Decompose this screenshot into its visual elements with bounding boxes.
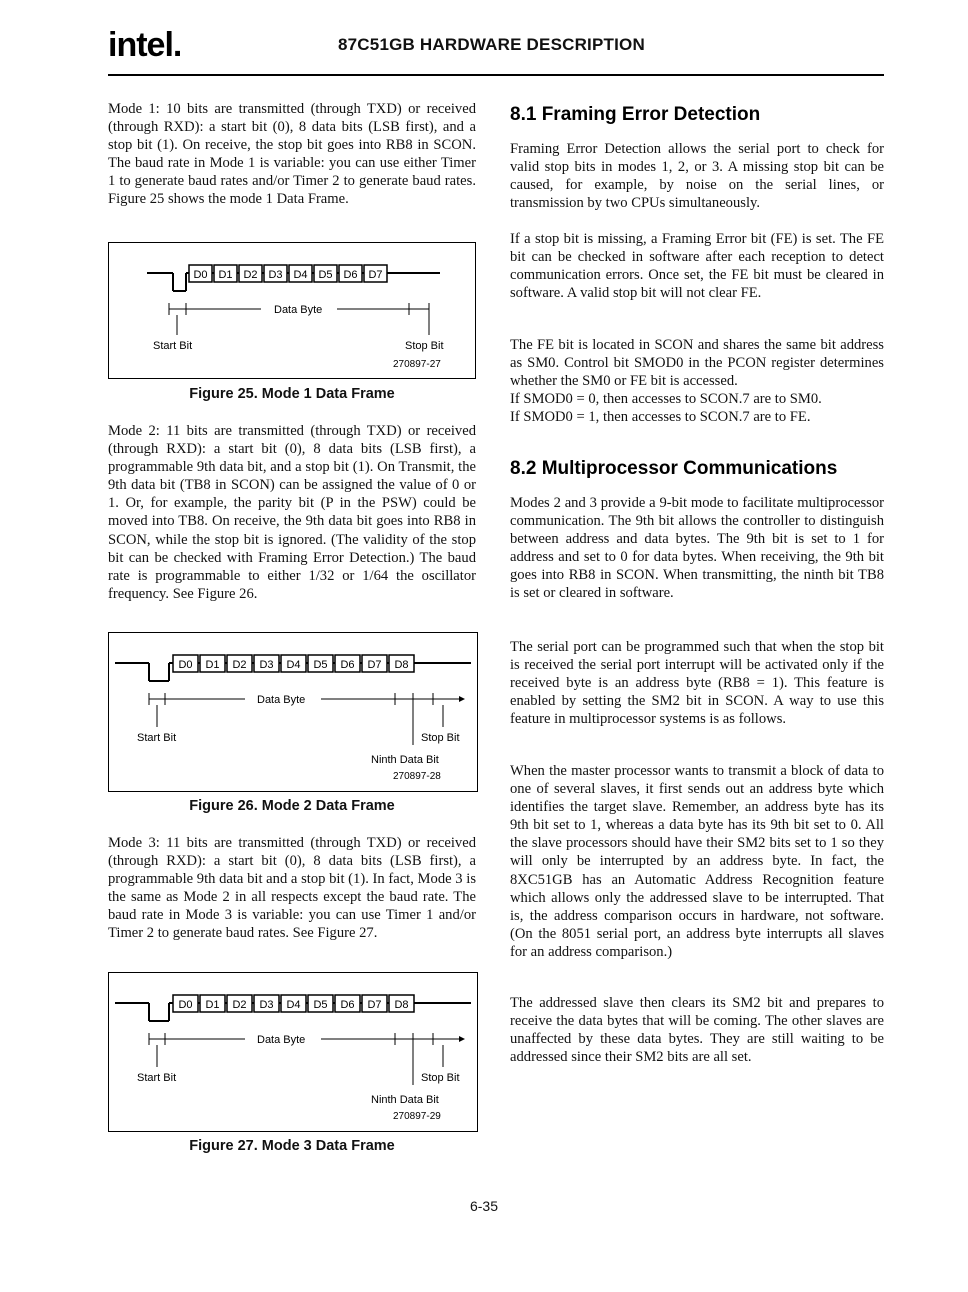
fig25-bit-label: D4 — [293, 269, 308, 281]
fig25-data-label: Data Byte — [274, 304, 323, 316]
fig25-stop-label: Stop Bit — [405, 340, 444, 352]
section-8-1-paragraph-3: The FE bit is located in SCON and shares the same bit address as SM0. Control bit SMOD0 in the PCON register determines whether the SM0 or FE bit is accessed. — [510, 337, 884, 390]
section-8-1-heading: 8.1 Framing Error Detection — [510, 104, 761, 125]
fig25-bit-label: D3 — [268, 269, 283, 281]
fig27-data-label: Data Byte — [257, 1034, 306, 1046]
fig26-stop-label: Stop Bit — [421, 732, 460, 744]
fig26-bit-label: D3 — [259, 659, 274, 671]
fig25-bit-label: D1 — [218, 269, 233, 281]
fig26-bit-label: D5 — [313, 659, 328, 671]
fig25-code: 270897-27 — [393, 359, 441, 370]
fig27-bit-label: D1 — [205, 999, 220, 1011]
fig27-bit-label: D6 — [340, 999, 355, 1011]
figure-27-box — [108, 972, 478, 1132]
fig26-bit-label: D8 — [394, 659, 409, 671]
fig25-bit-label: D5 — [318, 269, 333, 281]
fig25-bit-label: D2 — [243, 269, 258, 281]
fig25-frame — [147, 265, 444, 370]
fig27-bit-label: D7 — [367, 999, 382, 1011]
figure-27-diagram — [109, 973, 477, 1131]
fig26-bit-label: D1 — [205, 659, 220, 671]
fig27-stop-label: Stop Bit — [421, 1072, 460, 1084]
fig27-bit-label: D2 — [232, 999, 247, 1011]
fig27-start-label: Start Bit — [137, 1072, 177, 1084]
fig26-start-label: Start Bit — [137, 732, 177, 744]
fig26-bit-label: D7 — [367, 659, 382, 671]
figure-25-caption: Figure 25. Mode 1 Data Frame — [189, 386, 395, 402]
fig27-bit-label: D5 — [313, 999, 328, 1011]
fig26-ninth-label: Ninth Data Bit — [371, 754, 439, 766]
fig25-bit-label: D7 — [368, 269, 383, 281]
smod0-zero-line: If SMOD0 = 0, then accesses to SCON.7 are to SM0. — [510, 391, 822, 408]
mode1-paragraph: Mode 1: 10 bits are transmitted (through TXD) or received (through RXD): a start bit (0), 8 data bits (LSB first), and a stop bit (1). On receive, the stop bit goes into RB8 in SCON. The baud rate in Mode 1 is variable: you can use either Timer 1 to generate baud rates and/or Timer 2 to generate baud rates. Figure 25 shows the mode 1 Data Frame. — [108, 101, 476, 208]
section-8-2-heading: 8.2 Multiprocessor Communications — [510, 458, 838, 479]
fig27-bit-label: D0 — [178, 999, 193, 1011]
fig26-bit-label: D0 — [178, 659, 193, 671]
figure-27-caption: Figure 27. Mode 3 Data Frame — [189, 1138, 395, 1154]
figure-25-diagram — [109, 243, 475, 378]
section-8-1-paragraph-2: If a stop bit is missing, a Framing Error bit (FE) is set. The FE bit can be checked in software after each reception to detect communication errors. Once set, the FE bit must be cleared in software. A valid stop bit will not clear FE. — [510, 231, 884, 302]
fig26-bit-label: D2 — [232, 659, 247, 671]
fig25-bit-label: D6 — [343, 269, 358, 281]
figure-26-box — [108, 632, 478, 792]
fig27-bit-label: D3 — [259, 999, 274, 1011]
fig26-data-label: Data Byte — [257, 694, 306, 706]
intel-logo: intel. — [108, 26, 182, 64]
section-8-2-paragraph-1: Modes 2 and 3 provide a 9-bit mode to facilitate multiprocessor communication. The 9th bit allows the controller to distinguish between address and data bytes. The 9th bit is set to 1 for address and set to 0 for data bytes. When receiving, the 9th bit goes into RB8 in SCON. When transmitting, the ninth bit TB8 is set or cleared in software. — [510, 495, 884, 602]
mode2-paragraph: Mode 2: 11 bits are transmitted (through TXD) or received (through RXD): a start bit (0), 8 data bits (LSB first), a programmable 9th data bit, and a stop bit (1). On Transmit, the 9th data bit (TB8 in SCON) can be assigned the value of 0 or 1. Or, for example, the parity bit (P in the PSW) could be moved into TB8. On receive, the 9th data bit goes into RB8 in SCON, while the stop bit is ignored. (The validity of the stop bit can be checked with Framing Error Detection.) The baud rate is programmable to either 1/32 or 1/64 the oscillator frequency. See Figure 26. — [108, 423, 476, 602]
mode3-paragraph: Mode 3: 11 bits are transmitted (through TXD) or received (through RXD): a start bit (0), 8 data bits (LSB first), a programmable 9th data bit and a stop bit (1). In fact, Mode 3 is the same as Mode 2 in all respects except the baud rate. The baud rate in Mode 3 is variable: you can use Timer 1 and/or Timer 2 to generate baud rates. See Figure 27. — [108, 835, 476, 942]
fig27-ninth-label: Ninth Data Bit — [371, 1094, 439, 1106]
section-8-1-paragraph-1: Framing Error Detection allows the serial port to check for valid stop bits in modes 1, 2, or 3. A missing stop bit can be caused, for example, by noise on the serial lines, or transmission by two CPUs simultaneously. — [510, 141, 884, 212]
section-8-2-paragraph-2: The serial port can be programmed such that when the stop bit is received the serial port interrupt will be activated only if the received byte is an address byte (RB8 = 1). This feature is enabled by setting the SM2 bit in SCON. A way to use this feature in multiprocessor systems is as follows. — [510, 639, 884, 728]
fig26-bit-label: D6 — [340, 659, 355, 671]
smod0-one-line: If SMOD0 = 1, then accesses to SCON.7 are to FE. — [510, 409, 811, 426]
header-divider — [108, 74, 884, 76]
fig27-bit-label: D4 — [286, 999, 301, 1011]
fig26-code: 270897-28 — [393, 771, 441, 782]
figure-26-diagram — [109, 633, 477, 791]
fig25-start-label: Start Bit — [153, 340, 193, 352]
figure-25-box — [108, 242, 476, 379]
page-number: 6-35 — [469, 1198, 499, 1214]
fig26-bit-label: D4 — [286, 659, 301, 671]
section-8-1-paragraph-3-block — [510, 336, 884, 426]
fig25-bit-label: D0 — [193, 269, 208, 281]
page-header-title: 87C51GB HARDWARE DESCRIPTION — [338, 35, 645, 54]
fig27-code: 270897-29 — [393, 1111, 441, 1122]
fig27-bit-label: D8 — [394, 999, 409, 1011]
section-8-2-paragraph-4: The addressed slave then clears its SM2 bit and prepares to receive the data bytes that will be coming. The other slaves are unaffected by these data bytes. They are still waiting to be addressed since their SM2 bits are all set. — [510, 995, 884, 1066]
figure-26-caption: Figure 26. Mode 2 Data Frame — [189, 798, 395, 814]
section-8-2-paragraph-3: When the master processor wants to transmit a block of data to one of several slaves, it first sends out an address byte which identifies the target slave. Remember, an address byte has its 9th bit set to 1, whereas a data byte has its 9th bit set to 0. All the slave processors should have their SM2 bits set to 1 so they will only be interrupted by an address byte. In fact, the 8XC51GB has an Automatic Address Recognition feature which allows only the addressed slave to be interrupted. That is, the address comparison occurs in hardware, not software. (On the 8051 serial port, an address byte interrupts all slaves for an address comparison.) — [510, 763, 884, 960]
